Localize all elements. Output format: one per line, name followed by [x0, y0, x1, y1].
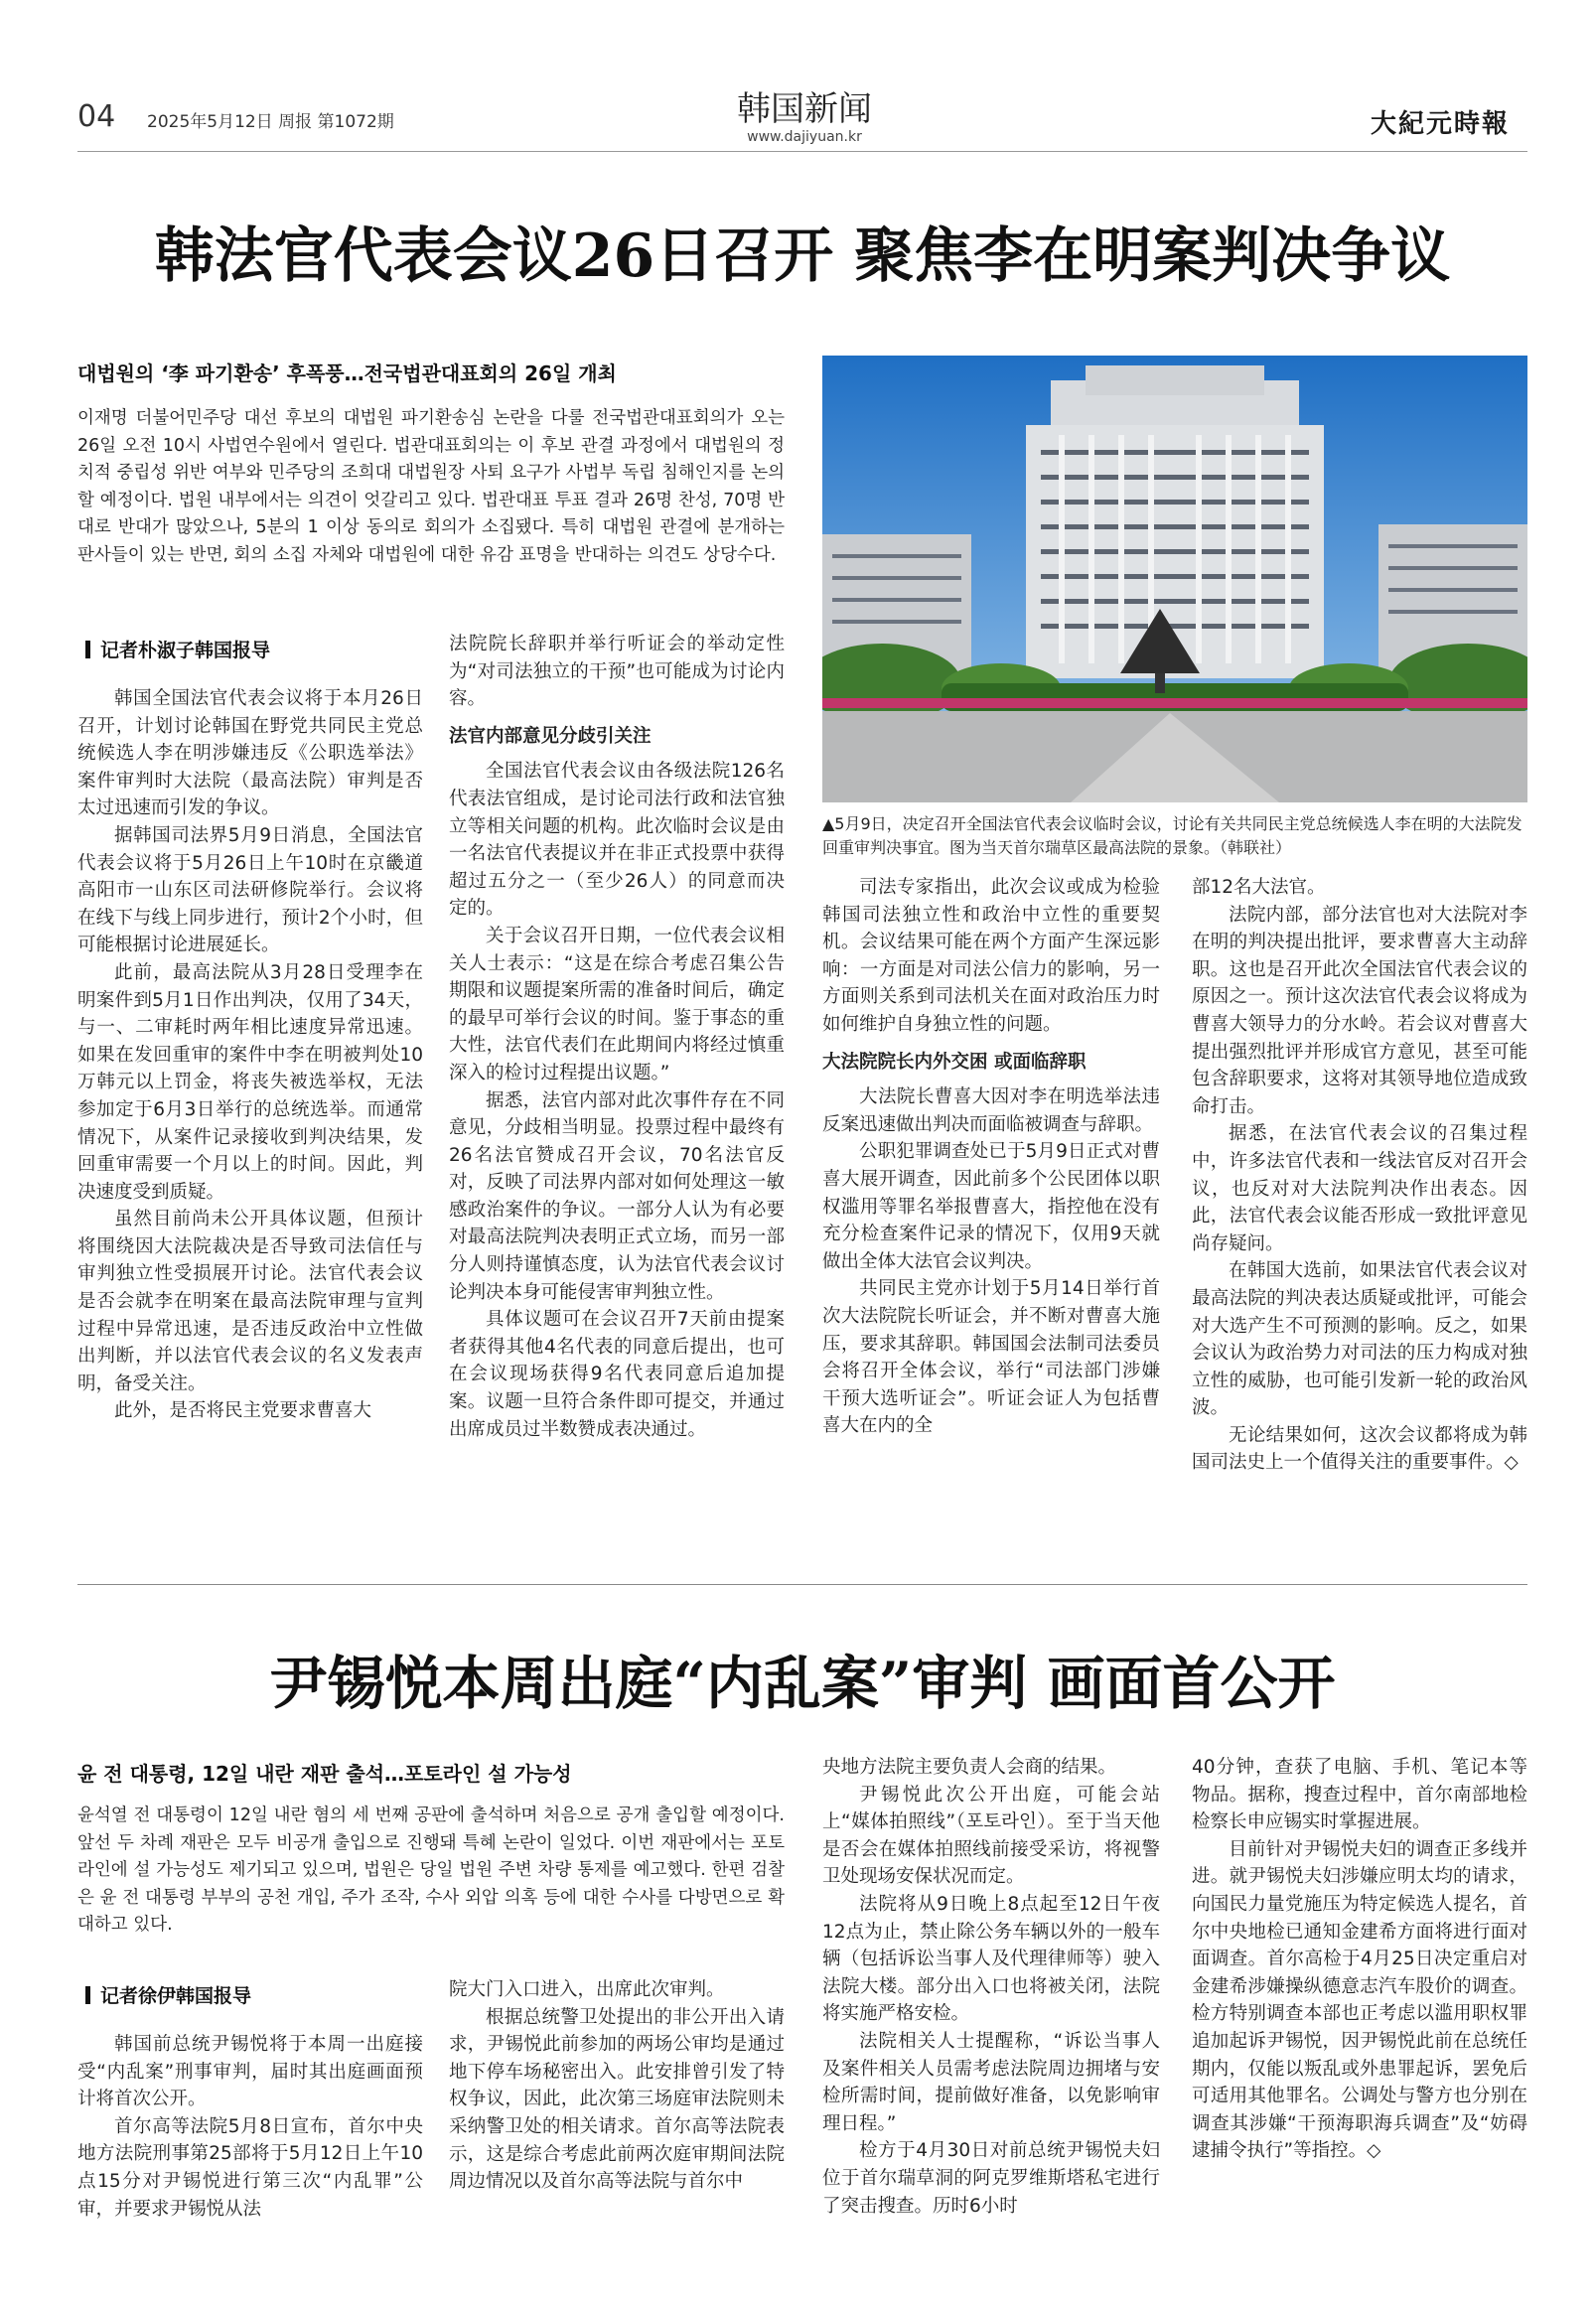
paragraph: 目前针对尹锡悦夫妇的调查正多线并进。就尹锡悦夫妇涉嫌应明太均的请求，向国民力量党施压为特定候选人提名，首尔中央地检已通知金建希方面将进行面对面调查。首尔高检于4月25日决定重启对金建希涉嫌操纵德意志汽车股价的调查。检方特别调查本部也正考虑以滥用职权罪追加起诉尹锡悦，因尹锡悦此前在总统任期内，仅能以叛乱或外患罪起诉，罢免后可适用其他罪名。公调处与警方也分别在调查其涉嫌“干预海职海兵调查”及“妨碍逮捕令执行”等指控。◇ [1192, 1838, 1527, 2162]
paragraph: 首尔高等法院5月8日宣布，首尔中央地方法院刑事第25部将于5月12日上午10点15分对尹锡悦进行第三次“内乱罪”公审，并要求尹锡悦从法 [77, 2115, 423, 2220]
paragraph: 大法院长曹喜大因对李在明选举法违反案迅速做出判决而面临被调查与辞职。 [822, 1086, 1160, 1135]
paragraph: 司法专家指出，此次会议或成为检验韩国司法独立性和政治中立性的重要契机。会议结果可能在两个方面产生深远影响：一方面是对司法公信力的影响，另一方面则关系到司法机关在面对政治压力时如何维护自身独立性的问题。 [822, 877, 1160, 1035]
article-divider [77, 1584, 1527, 1585]
paragraph: 央地方法院主要负责人会商的结果。 [822, 1757, 1117, 1778]
paragraph: 虽然目前尚未公开具体议题，但预计将围绕因大法院裁决是否导致司法信任与审判独立性受损展开讨论。法官代表会议是否会就李在明案在最高法院审理与宣判过程中异常迅速，是否违反政治中立性做出判断，并以法官代表会议的名义发表声明，备受关注。 [77, 1209, 423, 1394]
supreme-court-building-image [822, 356, 1527, 802]
paragraph: 共同民主党亦计划于5月14日举行首次大法院院长听证会，并不断对曹喜大施压，要求其辞职。韩国国会法制司法委员会将召开全体会议，举行“司法部门涉嫌干预大选听证会”。听证会证人为包括曹喜大在内的全 [822, 1278, 1160, 1437]
paragraph: 此前，最高法院从3月28日受理李在明案件到5月1日作出判决，仅用了34天，与一、二审耗时两年相比速度异常迅速。如果在发回重审的案件中李在明被判处10万韩元以上罚金，将丧失被选举权，无法参加定于6月3日举行的总统选举。而通常情况下，从案件记录接收到判决结果，发回重审需要一个月以上的时间。因此，判决速度受到质疑。 [77, 961, 423, 1203]
paragraph: 全国法官代表会议由各级法院126名代表法官组成，是讨论司法行政和法官独立等相关问题的机构。此次临时会议是由一名法官代表提议并在非正式投票中获得超过五分之一（至少26人）的同意而决定的。 [449, 761, 785, 920]
newspaper-logo: 大紀元時報 [1371, 109, 1511, 139]
paragraph: 据悉，法官内部对此次事件存在不同意见，分歧相当明显。投票过程中最终有26名法官赞成召开会议，70名法官反对，反映了司法界内部对如何处理这一敏感政治案件的争议。一部分人认为有必要对最高法院判决表明正式立场，而另一部分人则持谨慎态度，认为法官代表会议讨论判决本身可能侵害审判独立性。 [449, 1089, 785, 1303]
paragraph: 尹锡悦此次公开出庭，可能会站上“媒体拍照线”（포토라인）。至于当天他是否会在媒体拍照线前接受采访，将视警卫处现场安保状况而定。 [822, 1784, 1160, 1888]
paragraph: 韩国全国法官代表会议将于本月26日召开，计划讨论韩国在野党共同民主党总统候选人李在明涉嫌违反《公职选举法》案件审判时大法院（最高法院）审判是否太过迅速而引发的争议。 [77, 688, 423, 819]
article2-column-3 [822, 1754, 1160, 2220]
paragraph: 部12名大法官。 [1192, 877, 1326, 898]
issue-date: 2025年5月12日 周报 第1072期 [147, 112, 394, 132]
article2-column-1 [77, 2031, 423, 2223]
page-number: 04 [77, 99, 116, 134]
paragraph: 关于会议召开日期，一位代表会议相关人士表示：“这是在综合考虑召集公告期限和议题提案所需的准备时间后，确定的最早可举行会议的时间。鉴于事态的重大性，法官代表们在此期间内将经过慎重深入的检讨过程提出议题。” [449, 925, 785, 1083]
paragraph: 据韩国司法界5月9日消息，全国法官代表会议将于5月26日上午10时在京畿道高阳市一山东区司法研修院举行。会议将在线下与线上同步进行，预计2个小时，但可能根据讨论进展延长。 [77, 824, 423, 956]
paragraph: 法院相关人士提醒称，“诉讼当事人及案件相关人员需考虑法院周边拥堵与安检所需时间，提前做好准备，以免影响审理日程。” [822, 2030, 1160, 2134]
paragraph: 法院内部，部分法官也对大法院对李在明的判决提出批评，要求曹喜大主动辞职。这也是召开此次全国法官代表会议的原因之一。预计这次法官代表会议将成为曹喜大领导力的分水岭。若会议对曹喜大提出强烈批评并形成官方意见，甚至可能包含辞职要求，这将对其领导地位造成致命打击。 [1192, 904, 1527, 1117]
article2-korean-summary: 윤석열 전 대통령이 12일 내란 혐의 세 번째 공판에 출석하며 처음으로 공개 출입할 예정이다. 앞선 두 차례 재판은 모두 비공개 출입으로 진행돼 특혜 논란이 일었다. 이번 재판에서는 포토라인에 설 가능성도 제기되고 있으며, 법원은 당일 법원 주변 차량 통제를 예고했다. 한편 검찰은 윤 전 대통령 부부의 공천 개입, 주가 조작, 수사 외압 의혹 등에 대한 수사를 다방면으로 확대하고 있다. [77, 1805, 785, 1935]
article2-headline: 尹锡悦本周出庭“内乱案”审判 画面首公开 [269, 1650, 1336, 1717]
paragraph: 公职犯罪调查处已于5月9日正式对曹喜大展开调查，因此前多个公民团体以职权滥用等罪名举报曹喜大，指控他在没有充分检查案件记录的情况下，仅用9天就做出全体大法官会议判决。 [822, 1141, 1160, 1272]
paragraph: 在韩国大选前，如果法官代表会议对最高法院的判决表达质疑或批评，可能会对大选产生不可预测的影响。反之，如果会议认为政治势力对司法的压力构成对独立性的威胁，也可能引发新一轮的政治风波。 [1192, 1260, 1527, 1419]
supreme-court-photo [822, 356, 1527, 802]
paragraph: 法院将从9日晚上8点起至12日午夜12点为止，禁止除公务车辆以外的一般车辆（包括诉讼当事人及代理律师等）驶入法院大楼。部分出入口也将被关闭，法院将实施严格安检。 [822, 1893, 1160, 2025]
paragraph: 韩国前总统尹锡悦将于本周一出庭接受“内乱案”刑事审判，届时其出庭画面预计将首次公开。 [77, 2034, 423, 2110]
site-url[interactable]: www.dajiyuan.kr [747, 129, 862, 145]
article1-byline: 记者朴淑子韩国报导 [85, 636, 270, 662]
paragraph: 据悉，在法官代表会议的召集过程中，许多法官代表和一线法官反对召开会议，也反对对大法院判决作出表态。因此，法官代表会议能否形成一致批评意见尚存疑问。 [1192, 1123, 1527, 1254]
paragraph: 院大门入口进入，出席此次审判。 [449, 1979, 725, 2000]
article2-column-2 [449, 1976, 785, 2196]
paragraph: 此外，是否将民主党要求曹喜大 [114, 1400, 372, 1422]
article1-headline: 韩法官代表会议26日召开 聚焦李在明案判决争议 [154, 221, 1451, 291]
photo-caption: ▲5月9日，决定召开全国法官代表会议临时会议，讨论有关共同民主党总统候选人李在明的大法院发回重审判决事宜。图为当天首尔瑞草区最高法院的景象。（韩联社） [822, 814, 1523, 857]
paragraph: 法院院长辞职并举行听证会的举动定性为“对司法独立的干预”也可能成为讨论内容。 [449, 634, 785, 710]
article1-column-4 [1192, 874, 1527, 1477]
article2-korean-subhead: 윤 전 대통령, 12일 내란 재판 출석…포토라인 설 가능성 [77, 1762, 572, 1786]
paragraph: 根据总统警卫处提出的非公开出入请求，尹锡悦此前参加的两场公审均是通过地下停车场秘密出入。此安排曾引发了特权争议，因此，此次第三场庭审法院则未采纳警卫处的相关请求。首尔高等法院表示，这是综合考虑此前两次庭审期间法院周边情况以及首尔高等法院与首尔中 [449, 2006, 785, 2193]
article1-section-heading-2: 大法院院长内外交困 或面临辞职 [822, 1051, 1087, 1073]
article1-section-heading: 法官内部意见分歧引关注 [449, 725, 652, 747]
article1-column-1 [77, 685, 423, 1425]
article1-korean-summary: 이재명 더불어민주당 대선 후보의 대법원 파기환송심 논란을 다룰 전국법관대표회의가 오는 26일 오전 10시 사법연수원에서 열린다. 법관대표회의는 이 후보 관결 과정에서 대법원의 정치적 중립성 위반 여부와 민주당의 조희대 대법원장 사퇴 요구가 사법부 독립 침해인지를 논의할 예정이다. 법원 내부에서는 의견이 엇갈리고 있다. 법관대표 투표 결과 26명 찬성, 70명 반대로 반대가 많았으나, 5분의 1 이상 동의로 회의가 소집됐다. 특히 대법원 관결에 분개하는 판사들이 있는 반면, 회의 소집 자체와 대법원에 대한 유감 표명을 반대하는 의견도 상당수다. [77, 408, 785, 565]
section-title: 韩国新闻 [737, 89, 872, 129]
paragraph: 检方于4月30日对前总统尹锡悦夫妇位于首尔瑞草洞的阿克罗维斯塔私宅进行了突击搜查。历时6小时 [822, 2140, 1160, 2217]
article2-byline: 记者徐伊韩国报导 [85, 1981, 251, 2008]
header-rule [77, 151, 1527, 152]
paragraph: 具体议题可在会议召开7天前由提案者获得其他4名代表的同意后提出，也可在会议现场获得9名代表同意后追加提案。议题一旦符合条件即可提交，并通过出席成员过半数赞成表决通过。 [449, 1309, 785, 1440]
article1-korean-subhead: 대법원의 ‘李 파기환송’ 후폭풍…전국법관대표회의 26일 개최 [77, 361, 617, 385]
paragraph: 40分钟，查获了电脑、手机、笔记本等物品。据称，搜查过程中，首尔南部地检检察长申应锡实时掌握进展。 [1192, 1757, 1527, 1833]
article1-column-3 [822, 874, 1160, 1440]
article2-column-4 [1192, 1754, 1527, 2165]
article1-column-2 [449, 631, 785, 1443]
paragraph: 无论结果如何，这次会议都将成为韩国司法史上一个值得关注的重要事件。◇ [1192, 1424, 1527, 1474]
